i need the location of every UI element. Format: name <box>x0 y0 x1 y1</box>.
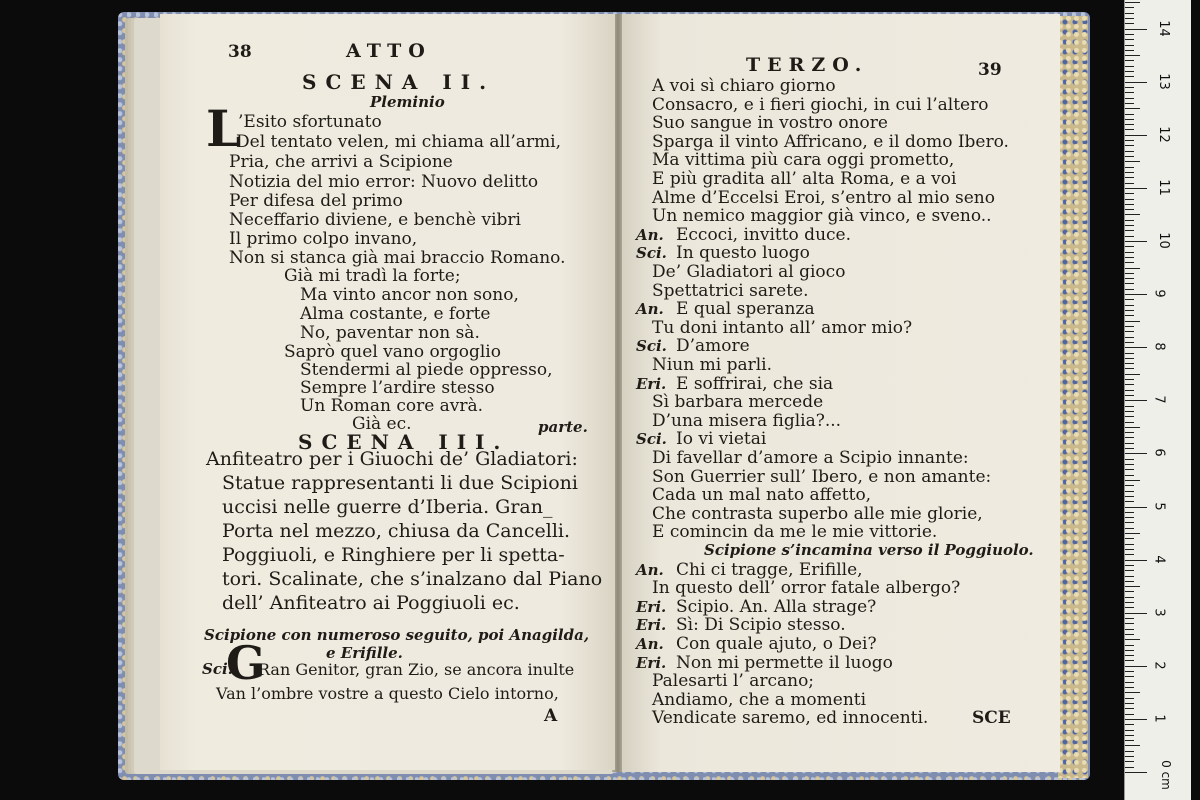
ruler-tick <box>1125 151 1134 152</box>
ruler-tick <box>1125 400 1147 401</box>
ruler-tick <box>1125 448 1134 449</box>
ruler-tick <box>1125 55 1140 56</box>
ruler-tick <box>1125 469 1134 470</box>
ruler-tick <box>1125 692 1140 693</box>
verse-line: Non si stanca già mai braccio Romano. <box>229 248 566 268</box>
ruler-tick <box>1125 374 1140 375</box>
ruler-tick <box>1125 145 1134 146</box>
aria-line: Saprò quel vano orgoglio <box>284 342 501 362</box>
ruler-tick <box>1125 13 1134 14</box>
ruler-tick <box>1125 363 1134 364</box>
ruler-tick <box>1125 745 1140 746</box>
ruler-tick <box>1125 257 1134 258</box>
ruler-tick <box>1125 230 1134 231</box>
ruler-tick <box>1125 71 1134 72</box>
entrance-direction: Scipione con numeroso seguito, poi Anagilda, <box>204 626 590 644</box>
signature-mark: A <box>544 706 558 726</box>
ruler-tick <box>1125 602 1134 603</box>
ruler-tick <box>1125 512 1134 513</box>
ruler-tick <box>1125 735 1134 736</box>
ruler-tick <box>1125 236 1134 237</box>
ruler-tick <box>1125 544 1134 545</box>
ruler-tick <box>1125 740 1134 741</box>
aria-line: Sempre l’ardire stesso <box>300 378 495 398</box>
marbled-cover-edge <box>1058 16 1088 778</box>
ruler-tick <box>1125 140 1134 141</box>
catchword: SCE <box>972 708 1011 728</box>
ruler-tick <box>1125 310 1134 311</box>
ruler-tick <box>1125 422 1134 423</box>
drop-cap-g: G <box>226 636 266 690</box>
ruler-tick <box>1125 522 1134 523</box>
ruler-number: 10 <box>1155 232 1171 249</box>
verse-line: E più gradita all’ alta Roma, e a voi <box>652 169 957 189</box>
ruler-tick <box>1125 517 1134 518</box>
ruler-tick <box>1125 129 1134 130</box>
setting-line: Poggiuoli, e Ringhiere per li spetta- <box>222 544 565 566</box>
verse-line: Neceffario diviene, e benchè vibri <box>229 210 521 230</box>
ruler-tick <box>1125 714 1134 715</box>
ruler-tick <box>1125 565 1134 566</box>
ruler-number: 11 <box>1155 179 1171 196</box>
ruler-tick <box>1125 682 1134 683</box>
verse-line: Alme d’Eccelsi Eroi, s’entro al mio seno <box>652 187 995 208</box>
verse-line: Per difesa del primo <box>229 191 403 211</box>
aria-line: No, paventar non sà. <box>300 323 480 343</box>
right-running-head: TERZO. <box>746 54 869 76</box>
verse-line: Notizia del mio error: Nuovo delitto <box>229 172 539 192</box>
ruler-number: 9 <box>1151 289 1167 298</box>
ruler-tick <box>1125 209 1134 210</box>
ruler-tick <box>1125 459 1134 460</box>
ruler-tick <box>1125 135 1147 136</box>
verse-line: D’amore <box>676 336 750 357</box>
ruler-tick <box>1125 655 1134 656</box>
verse-line: Palesarti l’ arcano; <box>652 671 815 692</box>
ruler-tick <box>1125 358 1134 359</box>
ruler-tick <box>1125 124 1134 125</box>
ruler-tick <box>1125 660 1134 661</box>
ruler-tick <box>1125 331 1134 332</box>
setting-line: Anfiteatro per i Giuochi de’ Gladiatori: <box>206 448 578 470</box>
verse-line: Chi ci tragge, Erifille, <box>676 559 863 580</box>
ruler-tick <box>1125 395 1134 396</box>
verse-line: Consacro, e i fieri giochi, in cui l’altero <box>652 94 989 115</box>
ruler-tick <box>1125 756 1134 757</box>
speaker-label: Sci. <box>636 337 667 356</box>
ruler-tick <box>1125 634 1134 635</box>
speaker-label: Eri. <box>636 616 667 635</box>
ruler-tick <box>1125 730 1134 731</box>
ruler-tick <box>1125 416 1134 417</box>
ruler-tick <box>1125 29 1147 30</box>
ruler-tick <box>1125 241 1147 242</box>
ruler-tick <box>1125 432 1134 433</box>
ruler-tick <box>1125 252 1134 253</box>
ruler-tick <box>1125 353 1134 354</box>
right-page-number: 39 <box>978 60 1002 80</box>
ruler-tick <box>1125 464 1134 465</box>
ruler-tick <box>1125 82 1147 83</box>
ruler-tick <box>1125 7 1134 8</box>
ruler-tick <box>1125 60 1134 61</box>
ruler-number: 4 <box>1151 554 1167 564</box>
ruler-tick <box>1125 496 1134 497</box>
ruler-tick <box>1125 751 1134 752</box>
ruler-tick <box>1125 390 1134 391</box>
verse-line: A voi sì chiaro giorno <box>652 76 836 96</box>
ruler-tick <box>1125 92 1134 93</box>
verse-line: E comincin da me le mie vittorie. <box>652 522 938 543</box>
drop-cap-l: L <box>206 99 242 158</box>
ruler-tick <box>1125 45 1134 46</box>
ruler-tick <box>1125 554 1134 555</box>
ruler-tick <box>1125 108 1140 109</box>
ruler-tick <box>1125 607 1134 608</box>
ruler-tick <box>1125 581 1134 582</box>
verse-line: Cada un mal nato affetto, <box>652 485 872 506</box>
speaker-label: Eri. <box>636 597 667 616</box>
ruler-tick <box>1125 177 1134 178</box>
verse-line: Suo sangue in vostro onore <box>652 113 888 134</box>
ruler-tick <box>1125 485 1134 486</box>
speaker-pleminio: Pleminio <box>370 93 445 111</box>
ruler-tick <box>1125 172 1134 173</box>
ruler-tick <box>1125 2 1140 3</box>
left-running-head: ATTO <box>346 40 432 62</box>
speaker-label: An. <box>636 300 664 319</box>
ruler-tick <box>1125 188 1147 189</box>
ruler-tick <box>1125 23 1134 24</box>
ruler-tick <box>1125 480 1140 481</box>
speaker-label: An. <box>636 225 664 244</box>
verse-line: Sì barbara mercede <box>652 392 824 413</box>
setting-line: tori. Scalinate, che s’inalzano dal Piano <box>222 568 603 590</box>
entrance-direction: e Erifille. <box>326 644 403 662</box>
ruler-tick <box>1125 199 1134 200</box>
ruler-tick <box>1125 183 1134 184</box>
ruler-tick <box>1125 289 1134 290</box>
verse-line: In questo luogo <box>676 243 810 264</box>
verse-line: Un nemico maggior già vinco, e sveno.. <box>652 206 992 227</box>
setting-line: uccisi nelle guerre d’Iberia. Gran_ <box>222 496 553 518</box>
ruler-tick <box>1125 50 1134 51</box>
aria-line: Un Roman core avrà. <box>300 396 484 416</box>
ruler-tick <box>1125 437 1134 438</box>
ruler-tick <box>1125 475 1134 476</box>
setting-line: Statue rappresentanti li due Scipioni <box>222 472 578 494</box>
verse-line: Sì: Di Scipio stesso. <box>676 615 846 636</box>
ruler-number: 3 <box>1151 608 1167 617</box>
ruler-tick <box>1125 538 1134 539</box>
verse-line: In questo dell’ orror fatale albergo? <box>652 578 961 599</box>
verse-line: Van l’ombre vostre a questo Cielo intorno, <box>216 684 559 703</box>
ruler-tick <box>1125 698 1134 699</box>
speaker-label: Sci. <box>636 244 667 263</box>
ruler-tick <box>1125 491 1134 492</box>
ruler-tick <box>1125 453 1147 454</box>
ruler-number: 6 <box>1151 448 1167 458</box>
ruler-number: 7 <box>1151 395 1167 404</box>
ruler-tick <box>1125 576 1134 577</box>
setting-line: Porta nel mezzo, chiusa da Cancelli. <box>222 520 571 542</box>
ruler-tick <box>1125 161 1140 162</box>
ruler-tick <box>1125 528 1134 529</box>
ruler-tick <box>1125 645 1134 646</box>
ruler-tick <box>1125 326 1134 327</box>
ruler-number: 13 <box>1155 72 1171 90</box>
ruler-tick <box>1125 671 1134 672</box>
ruler-tick <box>1125 87 1134 88</box>
verse-line: Son Guerrier sull’ Ibero, e non amante: <box>652 466 992 487</box>
ruler-tick <box>1125 167 1134 168</box>
ruler-tick <box>1125 623 1134 624</box>
aria-line: Già mi tradì la forte; <box>284 266 461 286</box>
ruler-tick <box>1125 650 1134 651</box>
left-page-number: 38 <box>228 42 252 62</box>
speaker-label: An. <box>636 635 664 653</box>
ruler-tick <box>1125 427 1140 428</box>
speaker-label: Eri. <box>636 653 667 672</box>
ruler-tick <box>1125 666 1147 667</box>
setting-line: dell’ Anfiteatro ai Poggiuoli ec. <box>222 592 520 614</box>
ruler-tick <box>1125 613 1147 614</box>
ruler-tick <box>1125 119 1134 120</box>
ruler-tick <box>1125 618 1134 619</box>
ruler-tick <box>1125 379 1134 380</box>
verse-line: Non mi permette il luogo <box>676 652 893 673</box>
verse-line: De’ Gladiatori al gioco <box>652 262 846 282</box>
ruler-tick <box>1125 591 1134 592</box>
ruler-tick <box>1125 406 1134 407</box>
ruler-number: 2 <box>1151 661 1167 670</box>
aria-line: Alma costante, e forte <box>300 304 491 324</box>
verse-line: Il primo colpo invano, <box>229 229 418 249</box>
verse-line: E qual speranza <box>676 299 815 320</box>
verse-line: Con quale ajuto, o Dei? <box>676 634 877 654</box>
scene-iii-title: SCENA III. <box>298 430 510 454</box>
ruler-tick <box>1125 443 1134 444</box>
ruler-tick <box>1125 268 1140 269</box>
ruler-tick <box>1125 103 1134 104</box>
stage-direction: Scipione s’incamina verso il Poggiuolo. <box>704 541 1034 559</box>
ruler-tick <box>1125 305 1134 306</box>
ruler-tick <box>1125 687 1134 688</box>
ruler-tick <box>1125 703 1134 704</box>
ruler-tick <box>1125 156 1134 157</box>
ruler-tick <box>1125 204 1134 205</box>
ruler-tick <box>1125 278 1134 279</box>
ruler-tick <box>1125 708 1134 709</box>
ruler-number: 14 <box>1155 19 1171 37</box>
speaker-sci: Sci. <box>202 660 233 678</box>
ruler-tick <box>1125 98 1134 99</box>
ruler-number: 12 <box>1155 126 1171 143</box>
ruler-tick <box>1125 560 1147 561</box>
verse-line: Spettatrici sarete. <box>652 280 809 301</box>
verse-line: Ran Genitor, gran Zio, se ancora inulte <box>258 660 575 679</box>
ruler-tick <box>1125 533 1140 534</box>
verse-line: Io vi vietai <box>676 429 767 450</box>
verse-line: Scipio. An. Alla strage? <box>676 596 877 617</box>
ruler-tick <box>1125 315 1134 316</box>
speaker-label: Sci. <box>636 430 667 449</box>
aria-line: Ma vinto ancor non sono, <box>300 285 519 305</box>
ruler-tick <box>1125 507 1147 508</box>
ruler-tick <box>1125 549 1134 550</box>
ruler-tick <box>1125 193 1134 194</box>
ruler-tick <box>1125 225 1134 226</box>
ruler-tick <box>1125 724 1134 725</box>
ruler-tick <box>1125 246 1134 247</box>
ruler-unit-label: 0 cm <box>1158 760 1173 790</box>
ruler-tick <box>1125 384 1134 385</box>
ruler-tick <box>1125 39 1134 40</box>
verse-line: Andiamo, che a momenti <box>652 689 867 710</box>
ruler-tick <box>1125 273 1134 274</box>
ruler-number: 8 <box>1151 342 1167 351</box>
verse-line: Del tentato velen, mi chiama all’armi, <box>236 132 562 152</box>
verse-line: Tu doni intanto all’ amor mio? <box>652 317 913 338</box>
verse-line: Niun mi parli. <box>652 355 772 375</box>
verse-line: Di favellar d’amore a Scipio innante: <box>652 448 969 468</box>
ruler-tick <box>1125 761 1134 762</box>
ruler-tick <box>1125 337 1134 338</box>
ruler-tick <box>1125 262 1134 263</box>
scene-ii-title: SCENA II. <box>302 70 496 94</box>
verse-line: ’Esito sfortunato <box>238 112 382 132</box>
ruler-tick <box>1125 586 1140 587</box>
ruler-tick <box>1125 570 1134 571</box>
ruler-tick <box>1125 411 1134 412</box>
verse-line: Pria, che arrivi a Scipione <box>229 152 453 172</box>
speaker-label: An. <box>636 560 664 579</box>
aria-line: Stendermi al piede oppresso, <box>300 360 553 380</box>
ruler-tick <box>1125 283 1134 284</box>
ruler-tick <box>1125 597 1134 598</box>
speaker-label: Eri. <box>636 374 667 393</box>
ruler-tick <box>1125 18 1134 19</box>
ruler-tick <box>1125 66 1134 67</box>
verse-line: Vendicate saremo, ed innocenti. <box>652 708 929 729</box>
ruler-tick <box>1125 34 1134 35</box>
verse-line: E soffrirai, che sia <box>676 373 834 394</box>
ruler-tick <box>1125 676 1134 677</box>
ruler-tick <box>1125 501 1134 502</box>
exit-note: parte. <box>538 418 588 436</box>
verse-line: Sparga il vinto Affricano, e il domo Ibero. <box>652 131 1009 152</box>
ruler-tick <box>1125 114 1134 115</box>
ruler-tick <box>1125 772 1147 773</box>
verse-line: Eccoci, invitto duce. <box>676 224 851 245</box>
ruler-number: 5 <box>1151 501 1167 511</box>
ruler-tick <box>1125 347 1147 348</box>
ruler-tick <box>1125 719 1147 720</box>
ruler-tick <box>1125 299 1134 300</box>
ruler-tick <box>1125 76 1134 77</box>
ruler-tick <box>1125 629 1134 630</box>
ruler-tick <box>1125 639 1140 640</box>
measuring-ruler <box>1124 0 1191 800</box>
ruler-tick <box>1125 767 1134 768</box>
verse-line: Ma vittima più cara oggi prometto, <box>652 150 955 171</box>
ruler-tick <box>1125 214 1140 215</box>
ruler-tick <box>1125 294 1147 295</box>
aria-end: Già ec. <box>352 414 412 434</box>
verse-line: D’una misera figlia?... <box>652 410 842 431</box>
ruler-number: 1 <box>1151 714 1167 723</box>
verse-line: Che contrasta superbo alle mie glorie, <box>652 503 983 524</box>
ruler-tick <box>1125 368 1134 369</box>
ruler-tick <box>1125 321 1140 322</box>
ruler-tick <box>1125 342 1134 343</box>
ruler-tick <box>1125 220 1134 221</box>
